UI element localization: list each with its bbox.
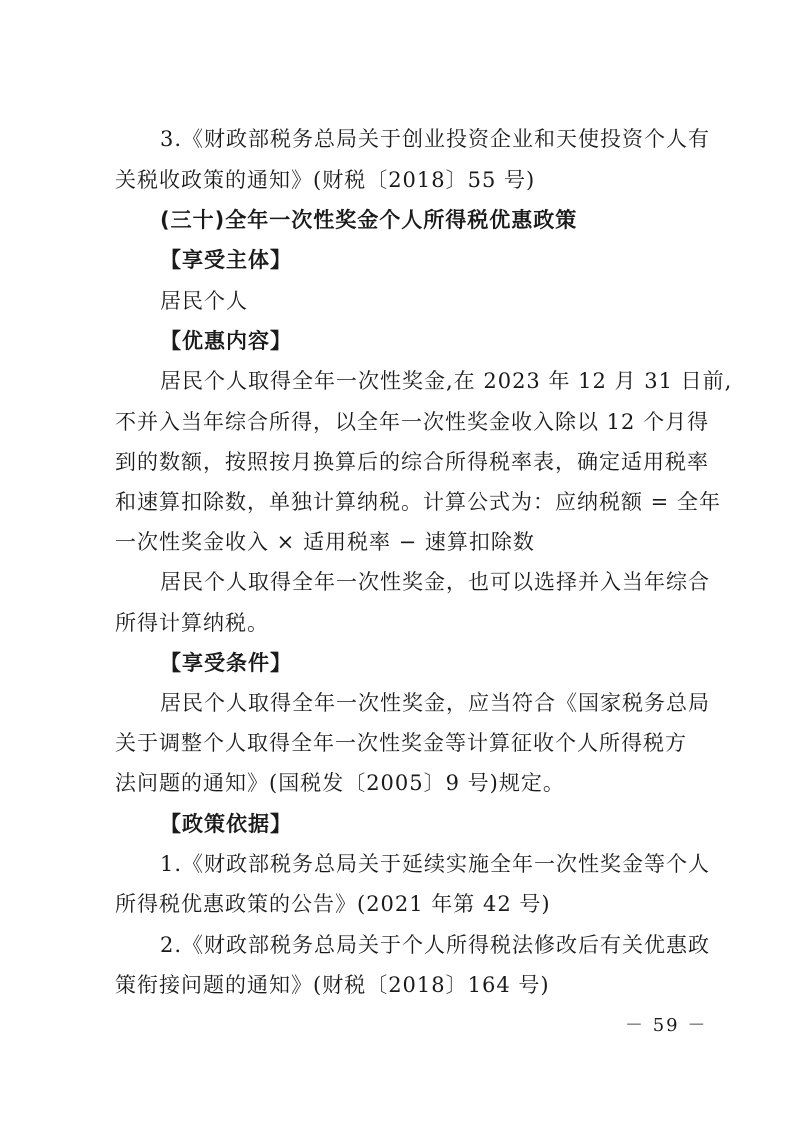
- basis-1-line-1: 1.《财政部税务总局关于延续实施全年一次性奖金等个人: [160, 852, 711, 876]
- conditions-line-3: 法问题的通知》(国税发〔2005〕9 号)规定。: [115, 771, 565, 795]
- benefit-line-2: 不并入当年综合所得，以全年一次性奖金收入除以 12 个月得: [115, 410, 710, 434]
- reference-3-line-1: 3.《财政部税务总局关于创业投资企业和天使投资个人有: [160, 127, 711, 151]
- benefit-line-4: 和速算扣除数，单独计算纳税。计算公式为：应纳税额 = 全年: [115, 490, 721, 514]
- benefit-line-1: 居民个人取得全年一次性奖金,在 2023 年 12 月 31 日前,: [160, 369, 733, 393]
- conditions-line-2: 关于调整个人取得全年一次性奖金等计算征收个人所得税方: [115, 731, 687, 755]
- section-title: (三十)全年一次性奖金个人所得税优惠政策: [160, 208, 578, 232]
- benefit-line-5: 一次性奖金收入 × 适用税率 − 速算扣除数: [115, 530, 535, 554]
- benefit-line-3: 到的数额，按照按月换算后的综合所得税率表，确定适用税率: [115, 450, 709, 474]
- conditions-line-1: 居民个人取得全年一次性奖金，应当符合《国家税务总局: [160, 691, 710, 715]
- beneficiary-text: 居民个人: [160, 289, 248, 313]
- basis-2-line-2: 策衔接问题的通知》(财税〔2018〕164 号): [115, 973, 550, 997]
- heading-conditions: 【享受条件】: [160, 651, 292, 675]
- benefit-line-7: 所得计算纳税。: [115, 611, 269, 635]
- benefit-line-6: 居民个人取得全年一次性奖金，也可以选择并入当年综合: [160, 570, 710, 594]
- heading-beneficiary: 【享受主体】: [160, 248, 292, 272]
- reference-3-line-2: 关税收政策的通知》(财税〔2018〕55 号): [115, 168, 536, 192]
- heading-benefit-content: 【优惠内容】: [160, 329, 292, 353]
- basis-1-line-2: 所得税优惠政策的公告》(2021 年第 42 号): [115, 892, 551, 916]
- heading-policy-basis: 【政策依据】: [160, 812, 292, 836]
- page-number: － 59 －: [625, 1015, 708, 1036]
- basis-2-line-1: 2.《财政部税务总局关于个人所得税法修改后有关优惠政: [160, 933, 711, 957]
